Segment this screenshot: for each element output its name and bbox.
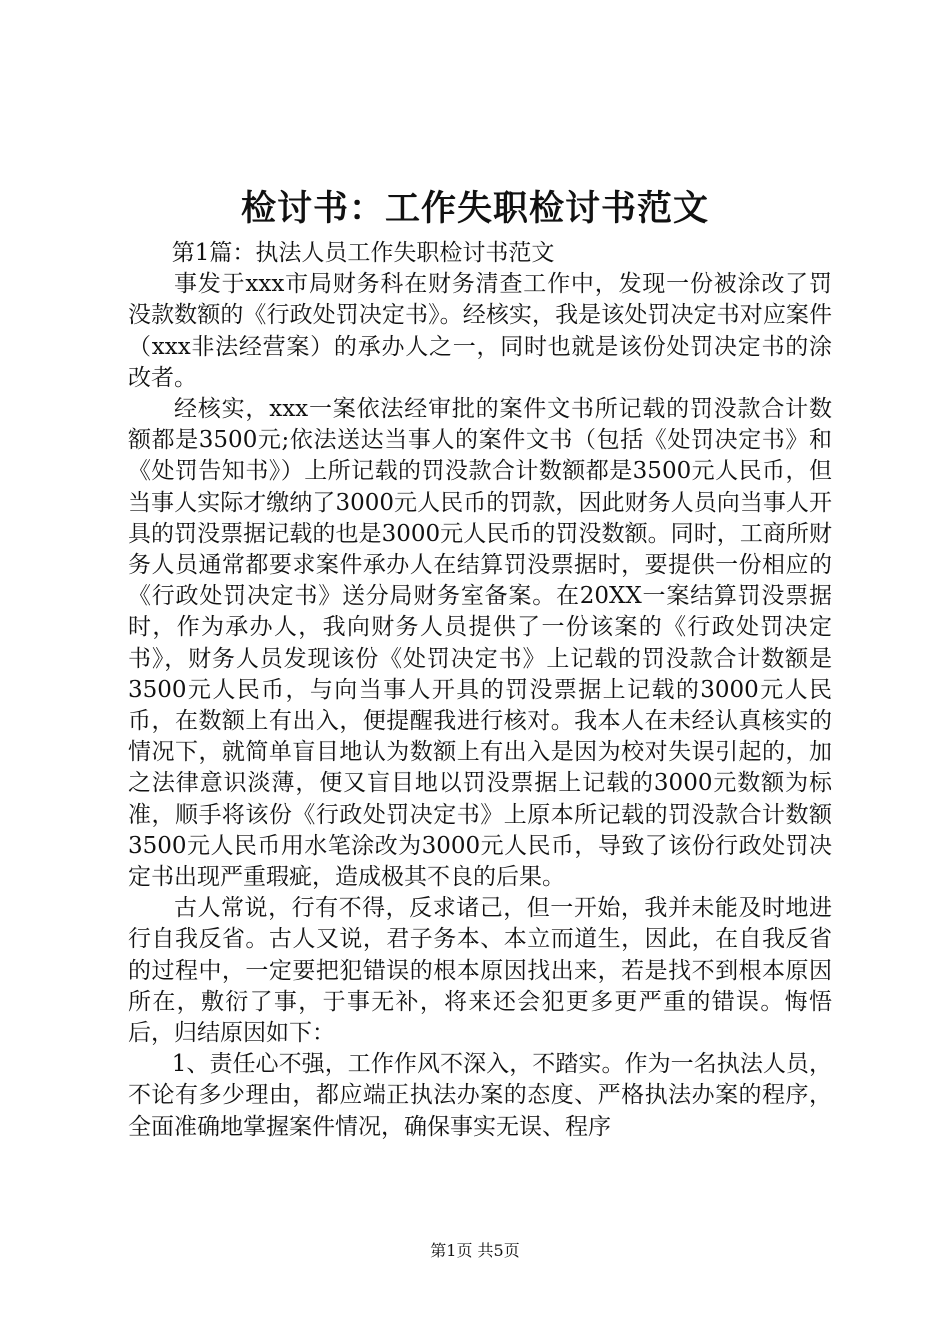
document-title: 检讨书：工作失职检讨书范文 [240, 188, 709, 229]
page-footer: 第1页 共5页 [430, 1241, 520, 1260]
paragraph-2: 经核实，xxx一案依法经审批的案件文书所记载的罚没款合计数额都是3500元;依法送达当事人的案件文书（包括《处罚决定书》和《处罚告知书》）上所记载的罚没款合计数额都是3500元人民币，但当事人实际才缴纳了3000元人民币的罚款，因此财务人员向当事人开具的罚没票据记载的也是3000元人民币的罚没数额。同时，工商所财务人员通常都要求案件承办人在结算罚没票据时，要提供一份相应的《行政处罚决定书》送分局财务室备案。在20XX一案结算罚没票据时，作为承办人，我向财务人员提供了一份该案的《行政处罚决定书》，财务人员发现该份《处罚决定书》上记载的罚没款合计数额是3500元人民币，与向当事人开具的罚没票据上记载的3000元人民币，在数额上有出入，便提醒我进行核对。我本人在未经认真核实的情况下，就简单盲目地认为数额上有出入是因为校对失误引起的，加之法律意识淡薄，便又盲目地以罚没票据上记载的3000元数额为标准，顺手将该份《行政处罚决定书》上原本所记载的罚没款合计数额3500元人民币用水笔涂改为3000元人民币，导致了该份行政处罚决定书出现严重瑕疵，造成极其不良的后果。 [128, 396, 832, 891]
document-body [128, 238, 832, 1143]
paragraph-1: 事发于xxx市局财务科在财务清查工作中，发现一份被涂改了罚没款数额的《行政处罚决定书》。经核实，我是该处罚决定书对应案件（xxx非法经营案）的承办人之一，同时也就是该份处罚决定书的涂改者。 [128, 271, 832, 391]
section-heading: 第1篇：执法人员工作失职检讨书范文 [171, 240, 555, 266]
paragraph-3: 古人常说，行有不得，反求诸己，但一开始，我并未能及时地进行自我反省。古人又说，君子务本、本立而道生，因此，在自我反省的过程中，一定要把犯错误的根本原因找出来，若是找不到根本原因所在，敷衍了事，于事无补，将来还会犯更多更严重的错误。悔悟后，归结原因如下： [128, 895, 832, 1047]
paragraph-4: 1、责任心不强，工作作风不深入，不踏实。作为一名执法人员，不论有多少理由，都应端正执法办案的态度、严格执法办案的程序，全面准确地掌握案件情况，确保事实无误、程序 [128, 1051, 832, 1140]
